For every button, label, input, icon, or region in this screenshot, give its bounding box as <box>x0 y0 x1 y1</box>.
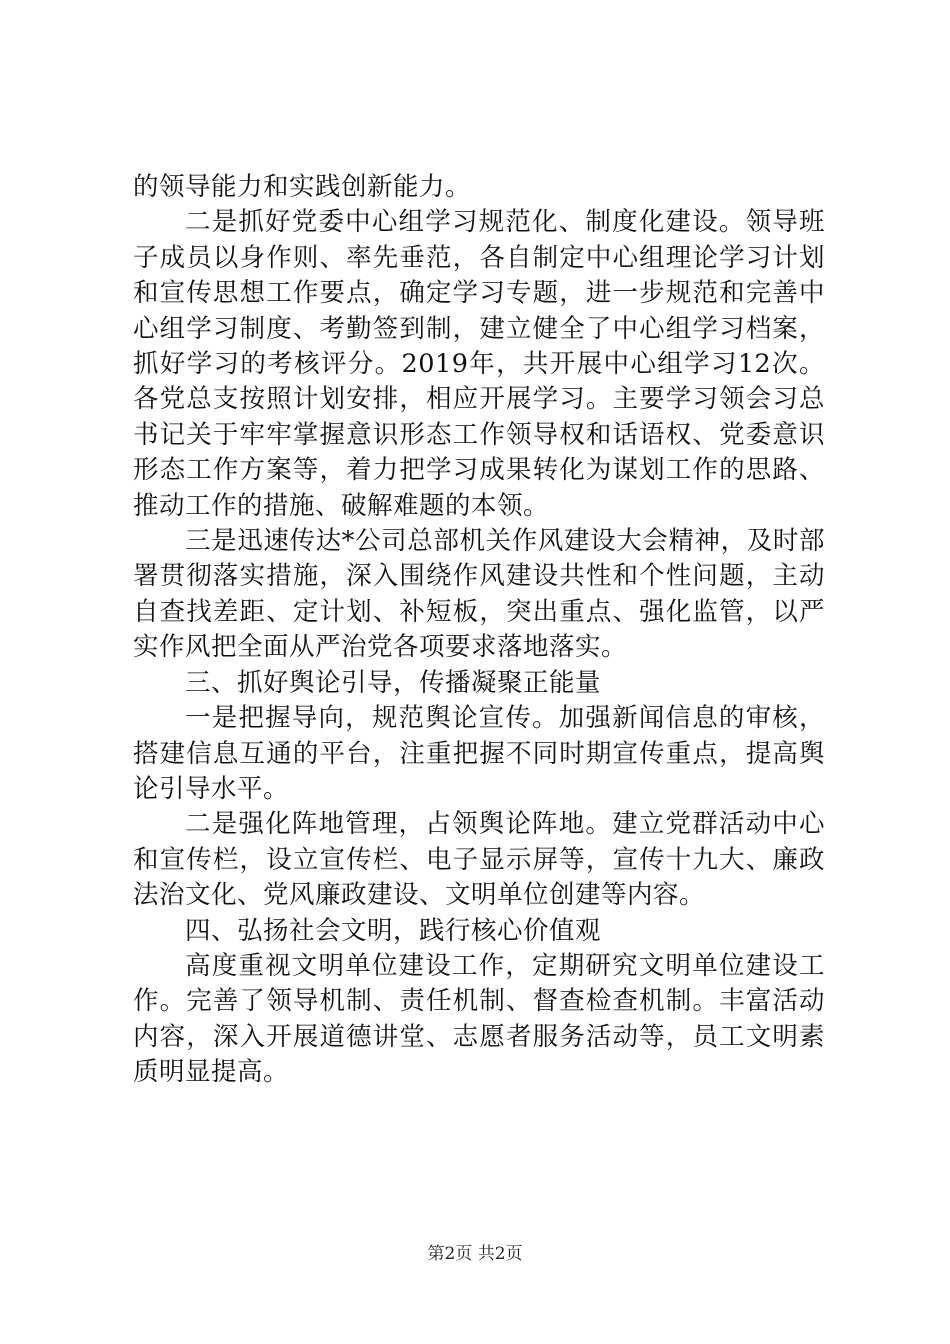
paragraph-work-style: 三是迅速传达*公司总部机关作风建设大会精神，及时部署贯彻落实措施，深入围绕作风建设共性和个性问题，主动自查找差距、定计划、补短板，突出重点、强化监管，以严实作风把全面从严治党各项要求落地落实。 <box>133 526 825 663</box>
page-number-footer: 第2页 共2页 <box>427 1244 523 1264</box>
section-heading-public-opinion: 三、抓好舆论引导，传播凝聚正能量 <box>185 667 602 698</box>
paragraph-study-standardization: 二是抓好党委中心组学习规范化、制度化建设。领导班子成员以身作则、率先垂范，各自制定中心组理论学习计划和宣传思想工作要点，确定学习专题，进一步规范和完善中心组学习制度、考勤签到制，建立健全了中心组学习档案，抓好学习的考核评分。2019年，共开展中心组学习12次。各党总支按照计划安排，相应开展学习。主要学习领会习总书记关于牢牢掌握意识形态工作领导权和话语权、党委意识形态工作方案等，着力把学习成果转化为谋划工作的思路、推动工作的措施、破解难题的本领。 <box>133 207 825 521</box>
section-heading-social-civility: 四、弘扬社会文明，践行核心价值观 <box>185 915 602 946</box>
paragraph-continuation: 的领导能力和实践创新能力。 <box>133 172 472 202</box>
document-body <box>133 170 825 1091</box>
paragraph-position-management: 二是强化阵地管理，占领舆论阵地。建立党群活动中心和宣传栏，设立宣传栏、电子显示屏等，宣传十九大、廉政法治文化、党风廉政建设、文明单位创建等内容。 <box>133 809 825 911</box>
paragraph-civilized-unit: 高度重视文明单位建设工作，定期研究文明单位建设工作。完善了领导机制、责任机制、督查检查机制。丰富活动内容，深入开展道德讲堂、志愿者服务活动等，员工文明素质明显提高。 <box>133 950 825 1088</box>
paragraph-publicity-guidance: 一是把握导向，规范舆论宣传。加强新闻信息的审核，搭建信息互通的平台，注重把握不同时期宣传重点，提高舆论引导水平。 <box>133 703 825 804</box>
